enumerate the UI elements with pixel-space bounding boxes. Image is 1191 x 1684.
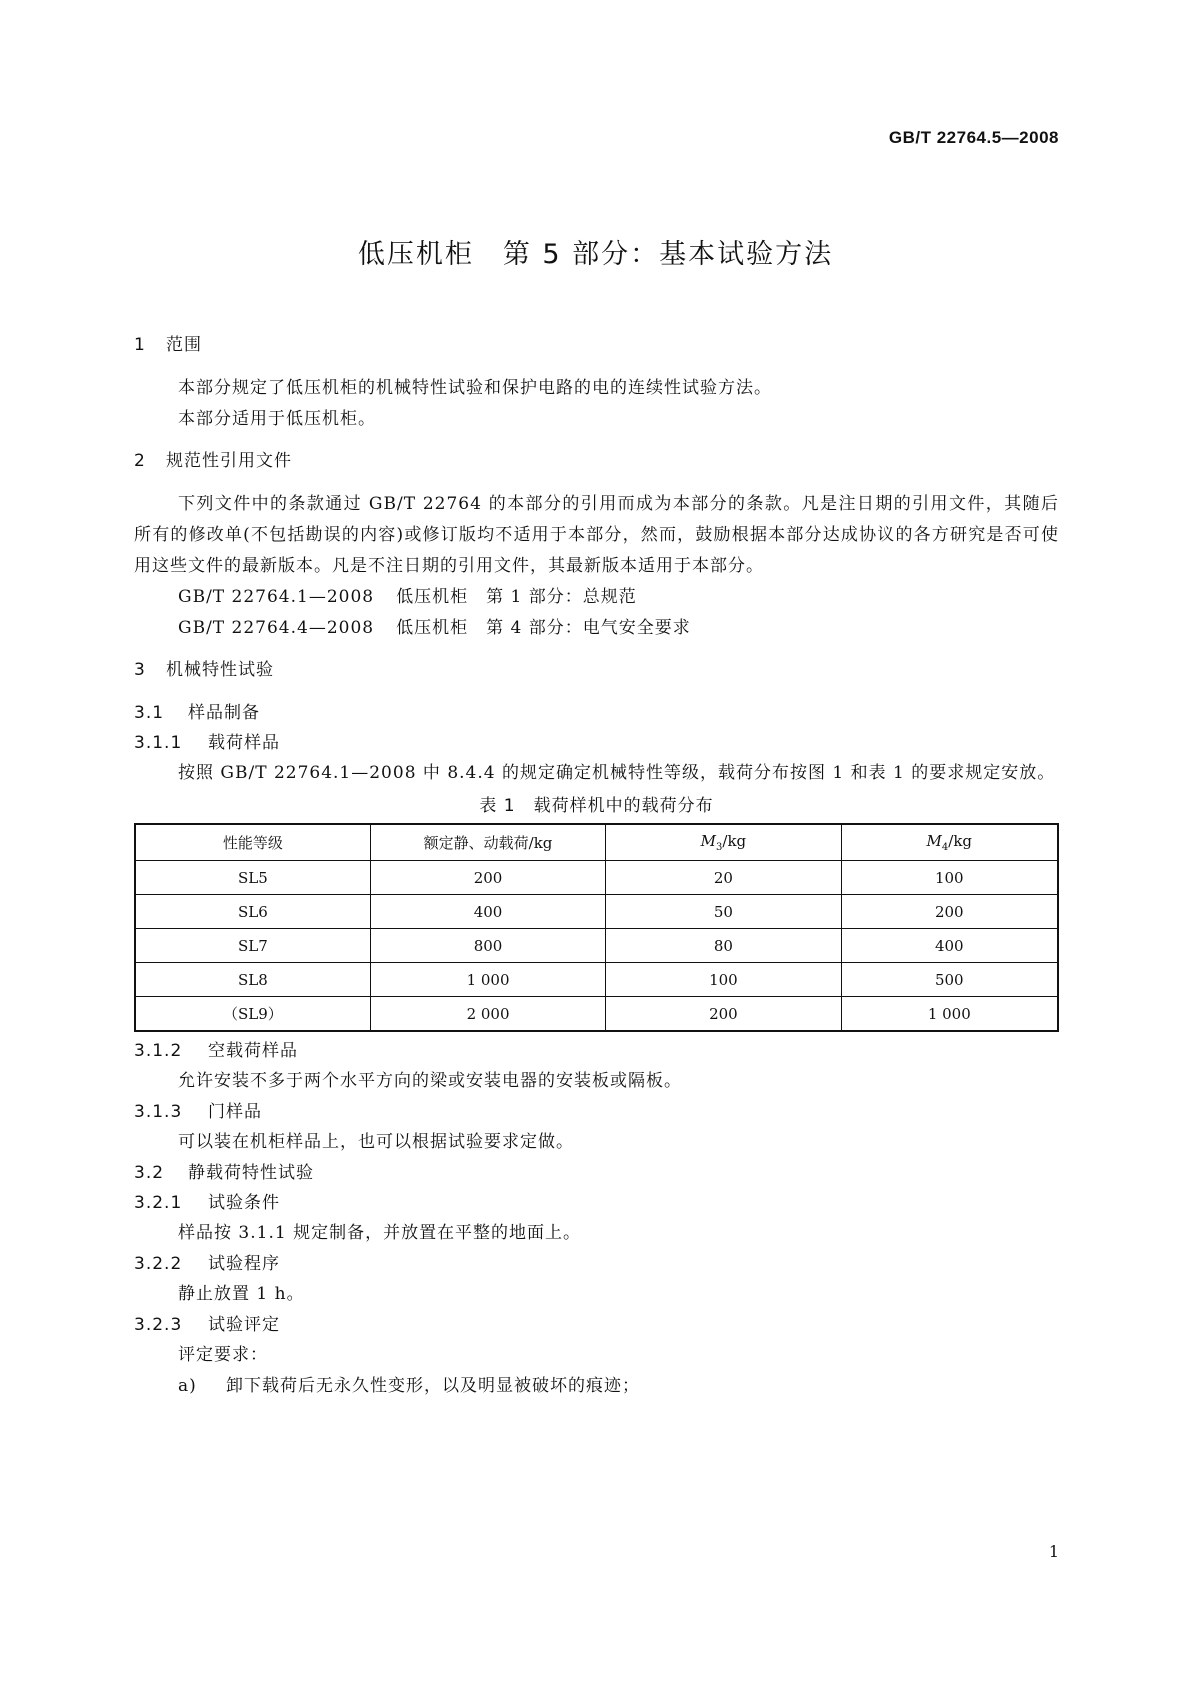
section-title: 空载荷样品 (208, 1041, 298, 1061)
subsection-heading (134, 1310, 1059, 1340)
reference-item (134, 613, 1059, 644)
subsection-heading (134, 698, 1059, 728)
section-title: 门样品 (208, 1102, 262, 1122)
section-number: 3.2.3 (134, 1315, 183, 1335)
document-title: 低压机柜 第 5 部分：基本试验方法 (357, 239, 834, 270)
table-header-row (135, 824, 1058, 861)
section-title: 范围 (166, 335, 202, 355)
section-title: 样品制备 (188, 703, 260, 723)
standard-code: GB/T 22764.5—2008 (888, 128, 1059, 147)
paragraph: 按照 GB/T 22764.1—2008 中 8.4.4 的规定确定机械特性等级，载荷分布按图 1 和表 1 的要求规定安放。 (178, 763, 1056, 783)
table-cell: 1 000 (370, 963, 605, 997)
table-cell: SL8 (135, 963, 370, 997)
table-cell: 800 (370, 929, 605, 963)
subsection-heading (134, 1188, 1059, 1218)
paragraph: 允许安装不多于两个水平方向的梁或安装电器的安装板或隔板。 (178, 1071, 682, 1091)
column-header: 性能等级 (135, 824, 370, 861)
document-body (134, 333, 1059, 1402)
table-cell: 80 (606, 929, 841, 963)
load-distribution-table (134, 823, 1059, 1032)
reference-title: 低压机柜 第 1 部分：总规范 (396, 587, 637, 607)
page-number: 1 (1048, 1542, 1059, 1561)
table-cell: 100 (841, 861, 1058, 895)
table-cell: SL5 (135, 861, 370, 895)
section-number: 3.1.3 (134, 1102, 183, 1122)
paragraph: 样品按 3.1.1 规定制备，并放置在平整的地面上。 (178, 1223, 582, 1243)
table-cell: SL6 (135, 895, 370, 929)
paragraph: 下列文件中的条款通过 GB/T 22764 的本部分的引用而成为本部分的条款。凡是注日期的引用文件，其随后所有的修改单(不包括勘误的内容)或修订版均不适用于本部分，然而，鼓励根据本部分达成协议的各方研究是否可使用这些文件的最新版本。凡是不注日期的引用文件，其最新版本适用于本部分。 (134, 494, 1059, 576)
section-number: 3.1 (134, 703, 165, 723)
column-header (606, 824, 841, 861)
table-row (135, 997, 1058, 1032)
table-row (135, 963, 1058, 997)
section-title: 试验程序 (208, 1254, 280, 1274)
table-cell: 2 000 (370, 997, 605, 1032)
table-caption: 表 1 载荷样机中的载荷分布 (479, 796, 714, 816)
section-title: 试验评定 (208, 1315, 280, 1335)
table-cell: 500 (841, 963, 1058, 997)
table-row (135, 929, 1058, 963)
subsection-heading (134, 1249, 1059, 1279)
paragraph: 评定要求： (178, 1345, 268, 1365)
section-number: 1 (134, 335, 146, 355)
section-number: 3.2 (134, 1163, 165, 1183)
section-title: 载荷样品 (208, 733, 280, 753)
section-title: 试验条件 (208, 1193, 280, 1213)
table-cell: 400 (370, 895, 605, 929)
table-cell: （SL9） (135, 997, 370, 1032)
unit: /kg (948, 832, 973, 850)
symbol: M (926, 832, 942, 850)
list-item (134, 1371, 1059, 1402)
section-number: 2 (134, 451, 146, 471)
section-number: 3.2.1 (134, 1193, 183, 1213)
unit: /kg (722, 832, 747, 850)
reference-code: GB/T 22764.4—2008 (178, 618, 375, 638)
paragraph: 本部分规定了低压机柜的机械特性试验和保护电路的电的连续性试验方法。 (178, 378, 772, 398)
section-number: 3.2.2 (134, 1254, 183, 1274)
table-cell: 50 (606, 895, 841, 929)
symbol: M (700, 832, 717, 850)
reference-code: GB/T 22764.1—2008 (178, 587, 375, 607)
table-cell: SL7 (135, 929, 370, 963)
subscript: 4 (941, 842, 949, 853)
paragraph: 静止放置 1 h。 (178, 1284, 305, 1304)
subsection-heading (134, 1158, 1059, 1188)
table-cell: 200 (841, 895, 1058, 929)
table-row (135, 861, 1058, 895)
column-header (841, 824, 1058, 861)
subsection-heading (134, 1097, 1059, 1127)
section-number: 3.1.2 (134, 1041, 183, 1061)
subscript: 3 (716, 842, 723, 853)
section-title: 规范性引用文件 (166, 451, 292, 471)
section-3-heading (134, 658, 1059, 682)
table-row (135, 895, 1058, 929)
table-cell: 200 (370, 861, 605, 895)
column-header: 额定静、动载荷/kg (370, 824, 605, 861)
section-2-heading (134, 449, 1059, 473)
section-title: 机械特性试验 (166, 660, 274, 680)
paragraph: 可以装在机柜样品上，也可以根据试验要求定做。 (178, 1132, 574, 1152)
table-cell: 1 000 (841, 997, 1058, 1032)
section-title: 静载荷特性试验 (188, 1163, 314, 1183)
table-cell: 400 (841, 929, 1058, 963)
list-text: 卸下载荷后无永久性变形，以及明显被破坏的痕迹； (226, 1376, 640, 1396)
paragraph: 本部分适用于低压机柜。 (178, 409, 376, 429)
table-cell: 20 (606, 861, 841, 895)
section-number: 3 (134, 660, 146, 680)
subsection-heading (134, 1036, 1059, 1066)
list-marker: a) (178, 1376, 197, 1396)
reference-title: 低压机柜 第 4 部分：电气安全要求 (396, 618, 691, 638)
section-1-heading (134, 333, 1059, 357)
table-cell: 100 (606, 963, 841, 997)
subsection-heading (134, 728, 1059, 758)
section-number: 3.1.1 (134, 733, 183, 753)
table-cell: 200 (606, 997, 841, 1032)
reference-item (134, 582, 1059, 613)
